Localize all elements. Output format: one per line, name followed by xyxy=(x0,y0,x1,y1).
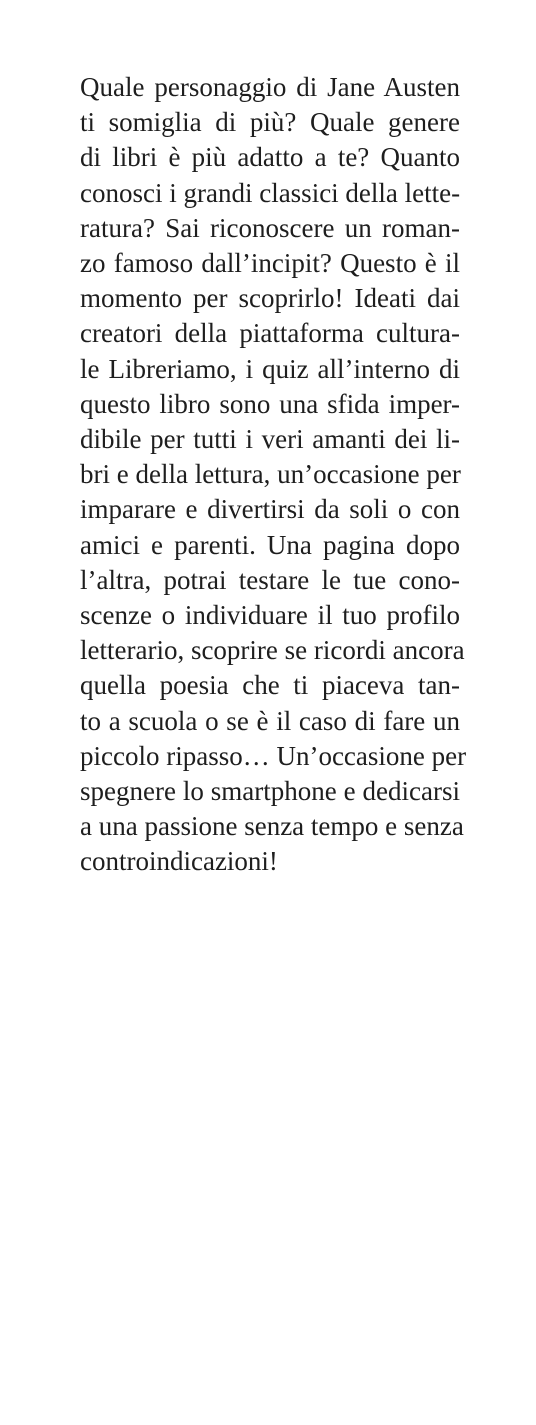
text-line: to a scuola o se è il caso di fare un xyxy=(80,705,460,736)
text-line: scenze o individuare il tuo profilo xyxy=(80,600,460,631)
back-cover-blurb xyxy=(80,70,467,880)
text-line: zo famoso dall’incipit? Questo è il xyxy=(80,248,460,279)
text-line: ti somiglia di più? Quale genere xyxy=(80,107,460,138)
text-line: amici e parenti. Una pagina dopo xyxy=(80,529,460,560)
text-line: dibile per tutti i veri amanti dei li- xyxy=(80,424,460,455)
text-line: l’altra, potrai testare le tue cono- xyxy=(80,564,460,595)
text-line: bri e della lettura, un’occasione per xyxy=(80,459,461,490)
text-line: momento per scoprirlo! Ideati dai xyxy=(80,283,460,314)
text-line: imparare e divertirsi da soli o con xyxy=(80,494,460,525)
text-line: spegnere lo smartphone e dedicarsi xyxy=(80,776,460,807)
text-line: letterario, scoprire se ricordi ancora xyxy=(80,635,465,666)
text-line: a una passione senza tempo e senza xyxy=(80,811,464,842)
text-line: Quale personaggio di Jane Austen xyxy=(80,72,460,102)
text-line: questo libro sono una sfida imper- xyxy=(80,388,460,419)
text-line: piccolo ripasso… Un’occasione per xyxy=(80,740,467,771)
text-line: ratura? Sai riconoscere un roman- xyxy=(80,212,460,243)
text-line: di libri è più adatto a te? Quanto xyxy=(80,142,460,173)
text-line: creatori della piattaforma cultura- xyxy=(80,318,460,349)
text-line: conosci i grandi classici della lette- xyxy=(80,177,461,208)
text-line: controindicazioni! xyxy=(80,846,278,877)
text-line: quella poesia che ti piaceva tan- xyxy=(80,670,460,701)
text-line: le Libreriamo, i quiz all’interno di xyxy=(80,353,460,384)
